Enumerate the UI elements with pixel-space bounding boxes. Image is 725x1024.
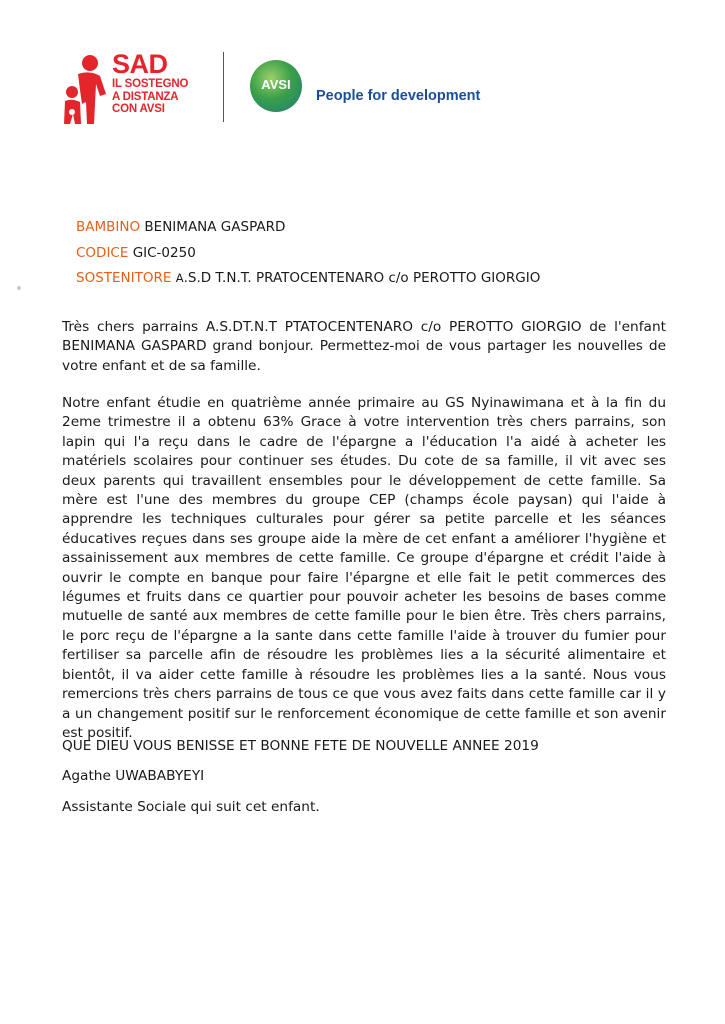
avsi-logo bbox=[250, 60, 302, 112]
codice-value: GIC-0250 bbox=[132, 245, 196, 261]
logo-divider bbox=[223, 52, 224, 122]
sostenitore-row bbox=[76, 270, 540, 286]
letter-paragraph-1: Très chers parrains A.S.DT.N.T PTATOCENTENARO c/o PEROTTO GIORGIO de l'enfant BENIMANA GASPARD grand bonjour. Permettez-moi de vous partager les nouvelles de votre enfant et de sa famille. bbox=[62, 319, 666, 374]
avsi-tagline: People for development bbox=[316, 88, 481, 104]
sad-title: SAD bbox=[112, 49, 168, 79]
sostenitore-value: .S.D T.N.T. PRATOCENTENARO c/o PEROTTO GIORGIO bbox=[183, 270, 541, 286]
letter-paragraph-2: Notre enfant étudie en quatrième année primaire au GS Nyinawimana et à la fin du 2eme trimestre il a obtenu 63% Grace à votre intervention très chers parrains, son lapin qui l'a reçu dans le cadre de l'épargne a l'éducation l'a aidé à acheter les matériels scolaires pour continuer ses études. Du cote de sa famille, il vit avec ses deux parents qui travaillent ensembles pour le développement de cette famille. Sa mère est l'une des membres du groupe CEP (champs école paysan) qui l'aide à apprendre les techniques culturales pour gérer sa petite parcelle et les séances éducatives reçues dans ses groupe aide la mère de cet enfant a améliorer l'hygiène et assainissement aux membres de cette famille. Ce groupe d'épargne et crédit l'aide à ouvrir le compte en banque pour faire l'épargne et elle fait le petit commerces des légumes et fruits dans ce quartier pour pouvoir acheter les besoins de bases comme mutuelle de santé aux membres de cette famille pour le bien être. Très chers parrains, le porc reçu de l'épargne a la sante dans cette famille l'aide à trouver du fumier pour fertiliser sa parcelle afin de résoudre les problèmes lies a la sécurité alimentaire et bientôt, il va aider cette famille à résoudre les problèmes lies a la santé. Nous vous remercions très chers parrains de tous ce que vous avez faits dans cette famille car il y a un changement positif sur le renforcement économique de cette famille et son avenir est positif. bbox=[62, 395, 666, 741]
closing-line: QUE DIEU VOUS BENISSE ET BONNE FETE DE NOUVELLE ANNEE 2019 bbox=[62, 738, 539, 754]
codice-row bbox=[76, 245, 196, 261]
signer-role: Assistante Sociale qui suit cet enfant. bbox=[62, 799, 320, 815]
scan-speck bbox=[17, 286, 21, 290]
bambino-value: BENIMANA GASPARD bbox=[144, 219, 286, 235]
sad-logo bbox=[60, 50, 210, 130]
sad-line-1: IL SOSTEGNO bbox=[112, 78, 189, 90]
codice-label: CODICE bbox=[76, 245, 129, 261]
letterhead bbox=[60, 50, 680, 130]
sad-wordmark bbox=[112, 50, 188, 116]
bambino-label: BAMBINO bbox=[76, 219, 141, 235]
sostenitore-label: SOSTENITORE bbox=[76, 270, 172, 286]
sad-line-3: CON AVSI bbox=[112, 103, 165, 115]
sostenitore-value-prefix: A bbox=[175, 271, 184, 285]
avsi-name: AVSI bbox=[261, 77, 291, 92]
bambino-row bbox=[76, 219, 285, 235]
sad-line-2: A DISTANZA bbox=[112, 90, 179, 103]
signer-name: Agathe UWABABYEYI bbox=[62, 768, 205, 784]
sad-figure-icon bbox=[60, 54, 112, 126]
